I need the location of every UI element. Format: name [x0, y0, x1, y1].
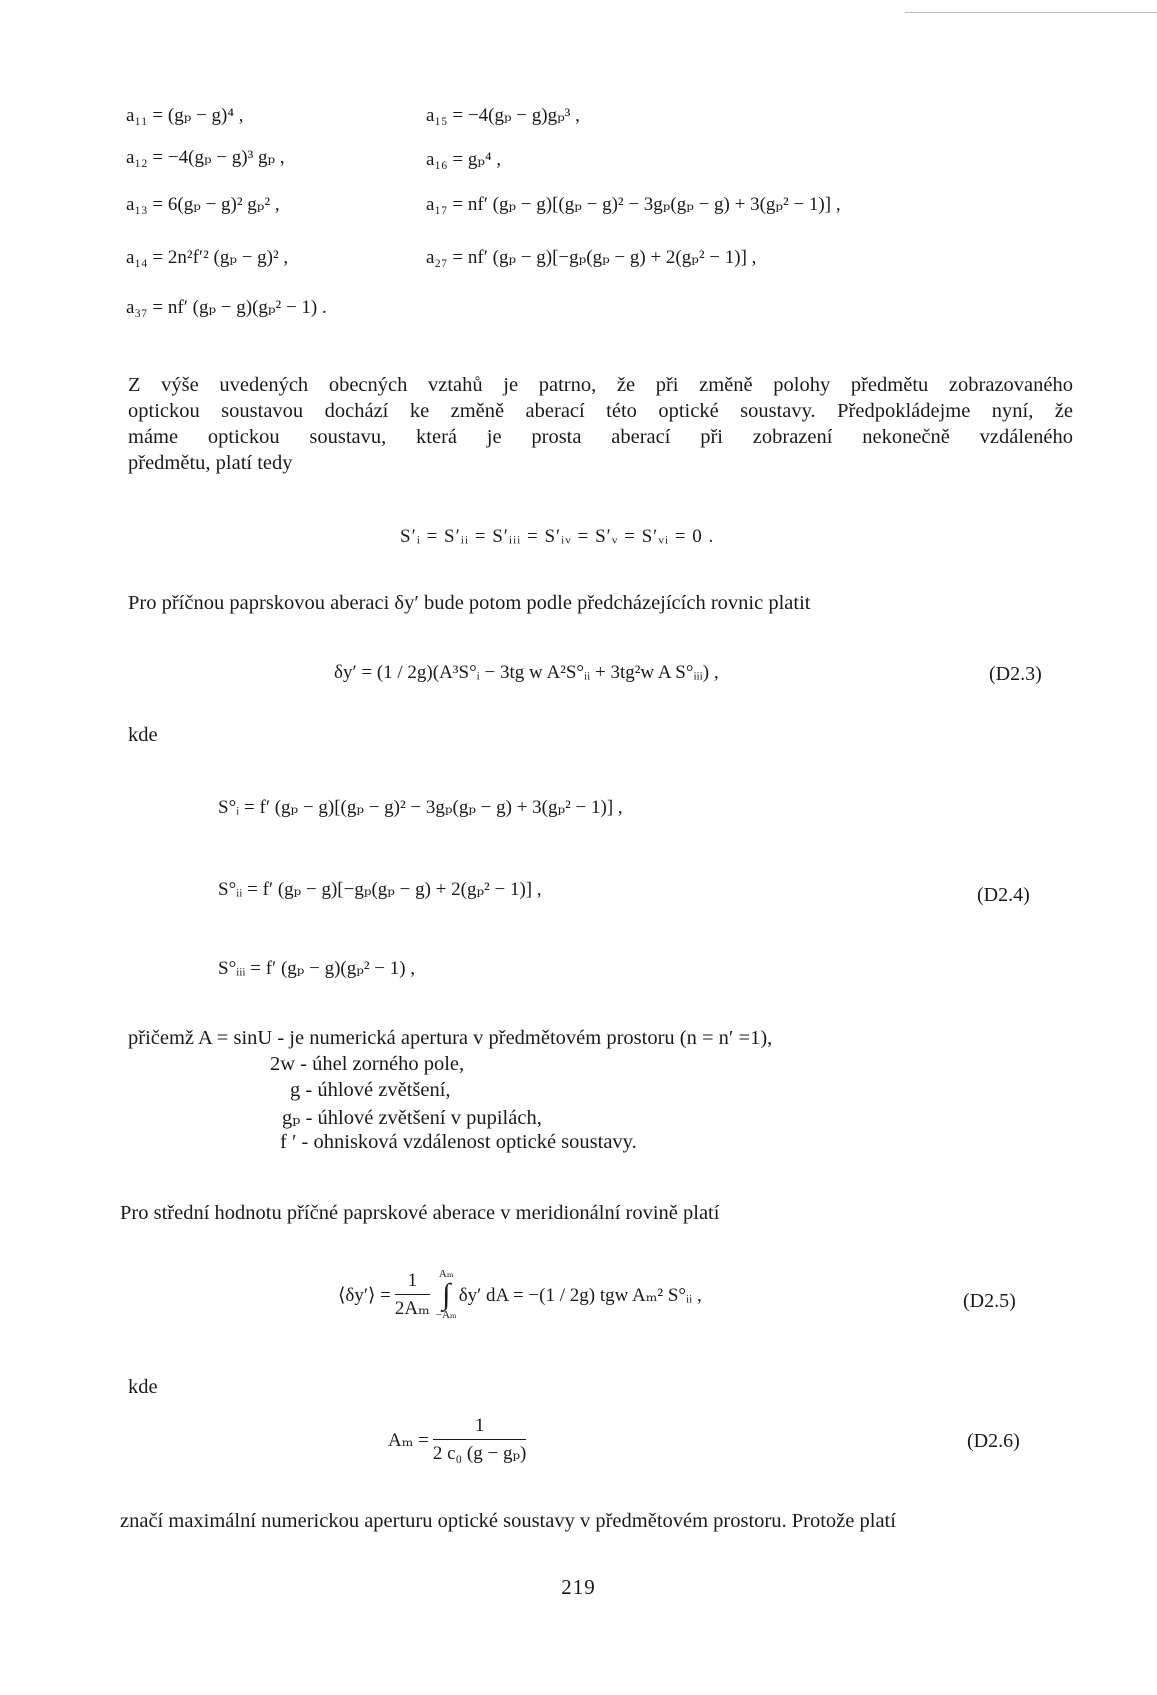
page-number: 219 — [561, 1575, 596, 1599]
paragraph-line: optickou soustavou dochází ke změně aberací této optické soustavy. Předpokládejme nyní, že — [128, 400, 1073, 422]
integral-upper-limit: Aₘ — [438, 1268, 454, 1280]
equation-a11: a₁₁ = (gₚ − g)⁴ , — [126, 105, 244, 126]
legend-item: f ′ - ohnisková vzdálenost optické soustavy. — [280, 1131, 637, 1153]
paragraph-transverse-aberration: Pro příčnou paprskovou aberaci δy′ bude potom podle předcházejících rovnic platit — [128, 592, 811, 614]
equation-a16: a₁₆ = gₚ⁴ , — [426, 149, 502, 170]
equation-tag-d2-4: (D2.4) — [977, 884, 1030, 906]
equation-d2-5-lhs: ⟨δy′⟩ = — [338, 1284, 391, 1306]
equation-s2: S°ᵢᵢ = f′ (gₚ − g)[−gₚ(gₚ − g) + 2(gₚ² − 1)] , — [218, 879, 542, 900]
equation-a13: a₁₃ = 6(gₚ − g)² gₚ² , — [126, 194, 280, 215]
equation-zero-aberrations: S′ᵢ = S′ᵢᵢ = S′ᵢᵢᵢ = S′ᵢᵥ = S′ᵥ = S′ᵥᵢ = 0 . — [400, 526, 715, 547]
paragraph-max-aperture: značí maximální numerickou aperturu optické soustavy v předmětovém prostoru. Protože platí — [120, 1510, 896, 1532]
equation-d2-5-integrand: δy′ dA = −(1 / 2g) tgw Aₘ² S°ᵢᵢ , — [458, 1284, 702, 1306]
integral — [436, 1269, 457, 1321]
label-kde: kde — [128, 1376, 158, 1398]
equation-d2-5 — [338, 1255, 702, 1335]
paragraph-line: máme optickou soustavu, která je prosta aberací při zobrazení nekonečně vzdáleného — [128, 426, 1073, 448]
paragraph-aberration-change — [128, 372, 1073, 476]
paragraph-line: předmětu, platí tedy — [128, 452, 293, 474]
equation-a37: a₃₇ = nf′ (gₚ − g)(gₚ² − 1) . — [126, 297, 327, 318]
equation-a12: a₁₂ = −4(gₚ − g)³ gₚ , — [126, 147, 285, 168]
equation-a17: a₁₇ = nf′ (gₚ − g)[(gₚ − g)² − 3gₚ(gₚ − g) + 3(gₚ² − 1)] , — [426, 194, 841, 215]
top-rule — [905, 12, 1157, 13]
legend-item: g - úhlové zvětšení, — [290, 1079, 451, 1101]
equation-tag-d2-3: (D2.3) — [989, 663, 1042, 685]
equation-d2-3: δy′ = (1 / 2g)(A³S°ᵢ − 3tg w A²S°ᵢᵢ + 3tg²w A S°ᵢᵢᵢ) , — [334, 662, 719, 683]
fraction — [433, 1415, 527, 1465]
equation-tag-d2-5: (D2.5) — [963, 1290, 1016, 1312]
fraction-numerator: 1 — [433, 1415, 527, 1440]
equation-d2-6-lhs: Aₘ = — [388, 1429, 429, 1451]
equation-a27: a₂₇ = nf′ (gₚ − g)[−gₚ(gₚ − g) + 2(gₚ² − 1)] , — [426, 247, 757, 268]
label-kde: kde — [128, 724, 158, 746]
integral-sign-icon: ∫ — [442, 1278, 451, 1311]
legend-item: gₚ - úhlové zvětšení v pupilách, — [282, 1107, 542, 1129]
paragraph-mean-aberration: Pro střední hodnotu příčné paprskové aberace v meridionální rovině platí — [120, 1202, 720, 1224]
fraction-denominator: 2Aₘ — [394, 1298, 430, 1319]
equation-s1: S°ᵢ = f′ (gₚ − g)[(gₚ − g)² − 3gₚ(gₚ − g) + 3(gₚ² − 1)] , — [218, 797, 623, 818]
equation-tag-d2-6: (D2.6) — [967, 1430, 1020, 1452]
fraction-denominator: 2 c₀ (g − gₚ) — [432, 1443, 527, 1464]
legend-intro: přičemž A = sinU - je numerická apertura v předmětovém prostoru (n = n′ =1), — [128, 1027, 773, 1049]
integral-lower-limit: −Aₘ — [435, 1309, 457, 1321]
equation-a14: a₁₄ = 2n²f′² (gₚ − g)² , — [126, 247, 289, 268]
equation-a15: a₁₅ = −4(gₚ − g)gₚ³ , — [426, 105, 580, 126]
fraction-numerator: 1 — [395, 1270, 430, 1295]
paragraph-line: Z výše uvedených obecných vztahů je patrno, že při změně polohy předmětu zobrazovaného — [128, 374, 1073, 396]
equation-s3: S°ᵢᵢᵢ = f′ (gₚ − g)(gₚ² − 1) , — [218, 958, 416, 979]
legend-item: 2w - úhel zorného pole, — [270, 1053, 465, 1075]
equation-d2-6 — [388, 1408, 530, 1472]
fraction — [395, 1270, 430, 1320]
